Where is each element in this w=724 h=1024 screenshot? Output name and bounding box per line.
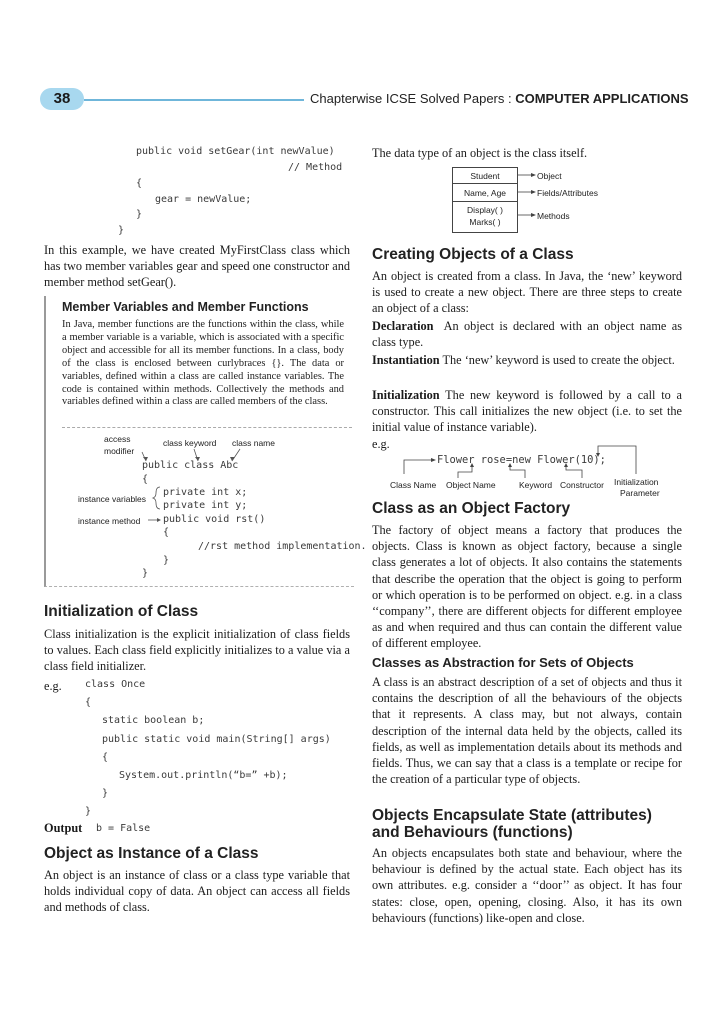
uml-label-fields: Fields/Attributes [537, 188, 598, 198]
instantiation-text: The ‘new’ keyword is used to create the object. [442, 353, 675, 367]
output-label: Output [44, 821, 83, 835]
diagram-label-instance-method: instance method [78, 516, 141, 526]
flower-label-constructor: Constructor [560, 480, 604, 490]
init-code-line: System.out.println(“b=” +b); [119, 770, 288, 781]
initialization-text: The new keyword is followed by a call to a constructor. This call initializes the new object (i.e. to set the initial value of instance variable). [372, 388, 682, 435]
creating-paragraph: An object is created from a class. In Java, the ‘new’ keyword is used to create a new object. There are three steps to create an object of a class: [372, 269, 682, 316]
code-line: } [118, 225, 125, 236]
diagram-code-line: { [142, 474, 149, 485]
code-line: { [136, 178, 143, 189]
intro-paragraph: In this example, we have created MyFirstClass class which has two member variables gear and speed one constructor and member method setGear(). [44, 243, 350, 290]
init-code-line: { [102, 752, 109, 763]
uml-label-methods: Methods [537, 211, 570, 221]
declaration-term: Declaration [372, 319, 434, 333]
heading-encapsulate-2: and Behaviours (functions) [372, 824, 573, 841]
flower-label-init-param-2: Parameter [620, 488, 660, 498]
encapsulate-paragraph: An objects encapsulates both state and behaviour, where the behaviour is defined by the actual state. Each object has its own attributes. e.g. consider a ‘‘door’’ as object. It has four states: close, open, opening, closing. Also, it has its own behaviours (functions) like-open and close. [372, 846, 682, 925]
heading-object-as-instance: Object as Instance of a Class [44, 845, 259, 862]
instance-paragraph: An object is an instance of class or a class type variable that holds individual copy of data. An object can access all fields and methods of class. [44, 868, 350, 915]
diagram-label-class-name: class name [232, 438, 275, 448]
init-code-line: static boolean b; [102, 715, 205, 726]
flower-label-keyword: Keyword [519, 480, 553, 490]
code-line: gear = newValue; [155, 194, 252, 205]
heading-encapsulate-1: Objects Encapsulate State (attributes) [372, 807, 652, 824]
diagram-code-line: public class Abc [142, 460, 239, 471]
diagram-code-line: { [163, 527, 170, 538]
output-value: b = False [96, 823, 151, 834]
code-line: public void setGear(int newValue) [136, 146, 335, 157]
diagram-code-line: } [163, 555, 170, 566]
factory-paragraph: The factory of object means a factory that produces the objects. Class is known as object factory, because a single class generates a lot of objects. It also contains the statements that describe the operation that the object is going to perform or which operation is to be performed on object. e.g. in a class ‘‘company’’, there are different objects for different employee as and when required and thus can contain the different value of different employee. [372, 523, 682, 651]
heading-abstraction: Classes as Abstraction for Sets of Objects [372, 655, 634, 670]
heading-initialization-of-class: Initialization of Class [44, 603, 199, 620]
initialization-paragraph: Class initialization is the explicit initialization of class fields to values. Each class field explicitly initializes to a value via a class field initializer. [44, 627, 350, 674]
member-box-heading: Member Variables and Member Functions [62, 300, 309, 314]
init-eg-label: e.g. [44, 679, 62, 693]
flower-code: Flower rose=new Flower(10); [437, 454, 606, 466]
diagram-code-line: } [142, 568, 149, 579]
uml-cell-methods-1: Display( ) [467, 205, 503, 215]
flower-eg-label: e.g. [372, 437, 390, 451]
diagram-code-line: private int x; [163, 487, 248, 498]
code-line: // Method [288, 162, 343, 173]
page-number: 38 [53, 90, 71, 107]
init-code-line: } [85, 806, 92, 817]
uml-cell-methods-2: Marks( ) [469, 217, 501, 227]
flower-label-init-param-1: Initialization [614, 477, 659, 487]
flower-label-object-name: Object Name [446, 480, 496, 490]
initialization-term: Initialization [372, 388, 440, 402]
declaration-text: An object is declared with an object name as class type. [372, 319, 682, 350]
code-line: } [136, 209, 143, 220]
heading-object-factory: Class as an Object Factory [372, 500, 571, 517]
diagram-code-line: private int y; [163, 500, 248, 511]
diagram-code-line: //rst method implementation. [198, 541, 367, 552]
diagram-label-access: access [104, 434, 131, 444]
header-title-bold: COMPUTER APPLICATIONS [515, 91, 689, 106]
uml-cell-fields: Name, Age [463, 188, 507, 198]
member-box-paragraph: In Java, member functions are the functions within the class, while a member variable is a variable, which is associated with a specific object and accessible for all its member functions. In a class, body of the class is enclosed between curlybraces {}. The data or variables, defined within a class are called instance variables. The code is contained within methods. Collectively the methods and variables defined within a class are called members of the class. [62, 319, 344, 408]
diagram-label-class-keyword: class keyword [163, 438, 217, 448]
type-line: The data type of an object is the class itself. [372, 146, 588, 160]
uml-label-object: Object [537, 171, 562, 181]
instantiation-term: Instantiation [372, 353, 440, 367]
diagram-label-instance-variables: instance variables [78, 494, 147, 504]
flower-label-class-name: Class Name [390, 480, 437, 490]
init-code-line: { [85, 697, 92, 708]
abstraction-paragraph: A class is an abstract description of a set of objects and thus it contains the description of all the behaviours of the objects that it represents. A class may, but not always, contain description of the internal data held by the objects, called its fields, as well as implementation details about its methods and fields. Thus, we can say that a class is a template or recipe for the creation of a particular type of objects. [372, 675, 682, 787]
init-code-line: public static void main(String[] args) [102, 734, 331, 745]
init-code-line: } [102, 788, 109, 799]
header-title-prefix: Chapterwise ICSE Solved Papers : [310, 91, 516, 106]
uml-cell-student: Student [470, 171, 500, 181]
diagram-label-modifier: modifier [104, 446, 135, 456]
diagram-code-line: public void rst() [163, 514, 266, 525]
heading-creating-objects: Creating Objects of a Class [372, 246, 574, 263]
init-code-line: class Once [85, 679, 146, 690]
